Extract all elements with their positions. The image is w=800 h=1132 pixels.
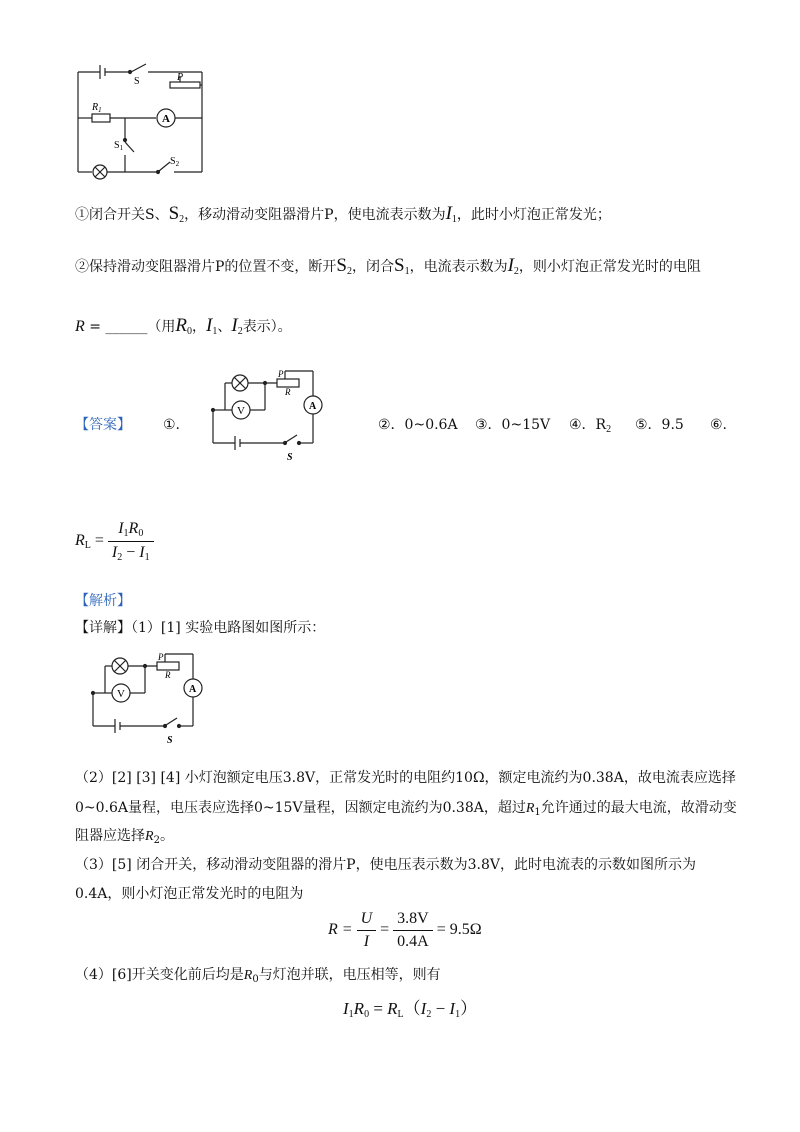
label-r1: $R_1$ [92, 102, 102, 114]
label-s2: $S_2$ [170, 156, 180, 168]
ammeter-symbol: A [309, 401, 317, 412]
equation-resistance: R = $\frac{U}{I}$ = $\frac{3.8V}{0.4A}$ = 9.5Ω [328, 910, 482, 950]
analysis-p3-line1: （3）[5] 闭合开关，移动滑动变阻器的滑片P，使电压表示数为3.8V，此时电流表的示数如图所示为 [75, 857, 696, 873]
label-s: S [287, 452, 293, 463]
analysis-p2-line2: 0~0.6A量程，电压表应选择0~15V量程，因额定电流约为0.38A，超过$R_1$允许通过的最大电流，故滑动变 [75, 800, 737, 818]
symbol-i2: $I_2$ [507, 255, 519, 277]
label-p: P [177, 72, 184, 83]
ammeter-symbol: A [162, 113, 170, 125]
analysis-p2-line1: （2）[2] [3] [4] 小灯泡额定电压3.8V，正常发光时的电阻约10Ω，额定电流约为0.38A，故电流表应选择 [75, 770, 736, 786]
step-1: ①闭合开关S、$S_2$，移动滑动变阻器滑片P，使电流表示数为$I_1$，此时小灯泡正常发光； [75, 203, 611, 225]
analysis-label: 【解析】 [75, 593, 131, 609]
answer-item-2: ②．0~0.6A [378, 417, 458, 433]
symbol-i1: $I_1$ [445, 203, 457, 225]
label-p: P [278, 369, 284, 379]
label-s1: $S_1$ [114, 140, 124, 152]
symbol-s2: $S_2$ [336, 255, 352, 277]
detail-circuit-diagram [85, 648, 215, 748]
detail-heading: 【详解】（1）[1] 实验电路图如图所示： [75, 620, 326, 636]
equation-parallel: $I_1R_0 = R_L(I_2 - I_1)$ [343, 999, 478, 1020]
symbol-s2: $S_2$ [168, 203, 185, 225]
voltmeter-symbol: V [237, 405, 245, 417]
symbol-s1: $S_1$ [394, 255, 410, 277]
voltmeter-symbol: V [117, 688, 125, 700]
answer-item-4: ④．$R_2$ [569, 417, 612, 435]
analysis-p4-line1: （4）[6]开关变化前后均是$R_0$与灯泡并联，电压相等，则有 [75, 967, 441, 985]
analysis-p2-line3: 阻器应选择$R_2$。 [75, 828, 174, 846]
label-s: S [134, 76, 140, 87]
analysis-p3-line2: 0.4A，则小灯泡正常发光时的电阻为 [75, 886, 304, 902]
ammeter-symbol: A [189, 684, 197, 695]
label-s: S [167, 735, 173, 746]
label-p: P [158, 652, 164, 662]
label-r: R [285, 387, 291, 397]
answer-item-1: ①. [163, 417, 181, 433]
answer-label: 【答案】 [75, 417, 131, 433]
answer-item-6: ⑥. [710, 417, 728, 433]
label-r: R [165, 670, 171, 680]
circuit-diagram-top [70, 60, 220, 190]
answer-item-5: ⑤．9.5 [635, 417, 684, 433]
answer-item-3: ③．0~15V [475, 417, 551, 433]
answer-circuit-diagram [205, 365, 335, 465]
r-blank-line: R = ______（用$R_0$，$I_1$、$I_2$表示）。 [75, 315, 292, 337]
step-2: ②保持滑动变阻器滑片P的位置不变，断开$S_2$，闭合$S_1$，电流表示数为$I_2$，则小灯泡正常发光时的电阻 [75, 255, 701, 277]
answer-formula: $R_L$ = $\frac{I_1R_0}{I_2 - I_1}$ [75, 520, 154, 563]
